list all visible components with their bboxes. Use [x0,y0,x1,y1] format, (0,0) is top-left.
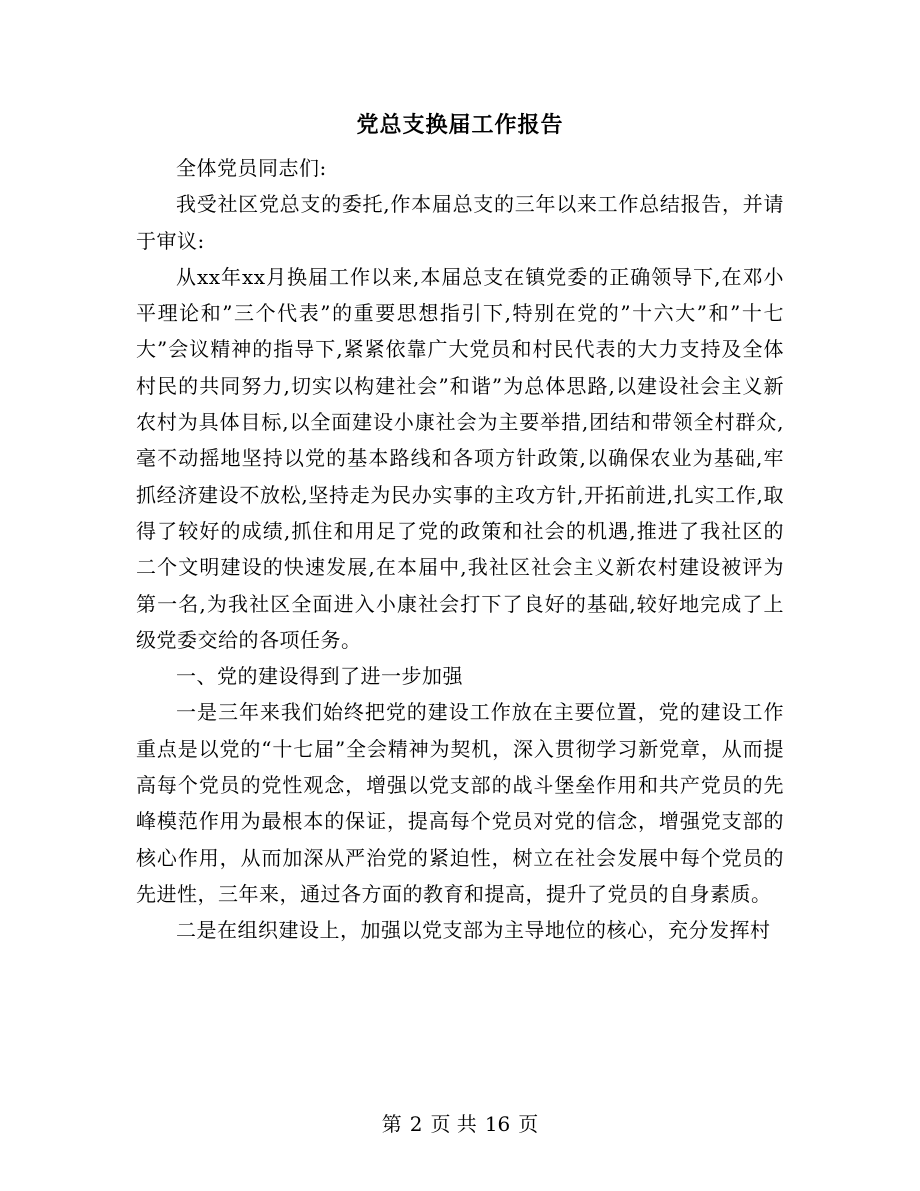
intro-paragraph: 我受社区党总支的委托,作本届总支的三年以来工作总结报告，并请于审议: [136,192,784,253]
footer-prefix: 第 [381,1112,402,1136]
party-building-paragraph: 一是三年来我们始终把党的建设工作放在主要位置，党的建设工作重点是以党的“十七届”全会精神为契机，深入贯彻学习新党章，从而提高每个党员的党性观念，增强以党支部的战斗堡垒作用和共产党员的先峰模范作用为最根本的保证，提高每个党员对党的信念，增强党支部的核心作用，从而加深从严治党的紧迫性，树立在社会发展中每个党员的先进性，三年来，通过各方面的教育和提高，提升了党员的自身素质。 [136,700,784,906]
footer-middle: 页 共 [430,1112,477,1136]
footer-suffix: 页 [518,1112,539,1136]
document-body [136,150,784,949]
footer-current-page: 2 [409,1112,423,1136]
summary-paragraph: 从xx年xx月换届工作以来,本届总支在镇党委的正确领导下,在邓小平理论和”三个代表”的重要思想指引下,特别在党的”十六大”和”十七大”会议精神的指导下,紧紧依靠广大党员和村民代表的大力支持及全体村民的共同努力,切实以构建社会”和谐”为总体思路,以建设社会主义新农村为具体目标,以全面建设小康社会为主要举措,团结和带领全村群众,毫不动摇地坚持以党的基本路线和各项方针政策,以确保农业为基础,牢抓经济建设不放松,坚持走为民办实事的主攻方针,开拓前进,扎实工作,取得了较好的成绩,抓住和用足了党的政策和社会的机遇,推进了我社区的二个文明建设的快速发展,在本届中,我社区社会主义新农村建设被评为第一名,为我社区全面进入小康社会打下了良好的基础,较好地完成了上级党委交给的各项任务。 [136,264,784,652]
page-footer [0,1110,920,1138]
salutation: 全体党员同志们: [176,156,327,180]
section-heading: 一、党的建设得到了进一步加强 [176,664,463,689]
footer-total-pages: 16 [484,1112,511,1136]
organization-paragraph: 二是在组织建设上，加强以党支部为主导地位的核心，充分发挥村 [176,918,771,943]
document-title: 党总支换届工作报告 [356,112,564,138]
